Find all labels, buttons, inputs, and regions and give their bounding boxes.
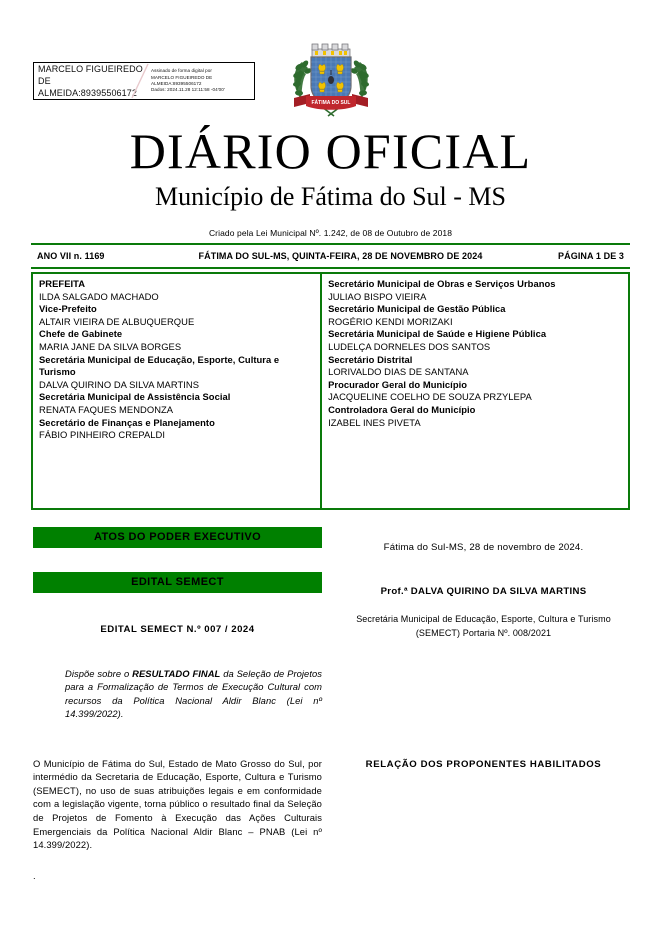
official-person: FÁBIO PINHEIRO CREPALDI <box>39 429 165 441</box>
coat-of-arms-ribbon-text: FÁTIMA DO SUL <box>311 100 351 106</box>
signature-meta-line-2: MARCELO FIGUEIREDO DE <box>151 74 213 80</box>
proponents-list-heading: RELAÇÃO DOS PROPONENTES HABILITADOS <box>365 759 602 771</box>
official-person: ILDA SALGADO MACHADO <box>39 290 159 302</box>
officials-column-left <box>33 274 322 508</box>
signer-role: Secretária Municipal de Educação, Esporte, Cultura e Turismo (SEMECT) Portaria Nº. 008/2021 <box>356 614 611 638</box>
official-role: Secretário de Finanças e Planejamento <box>39 416 215 428</box>
signature-meta-line-1: Assinado de forma digital por <box>151 68 212 74</box>
signer-name: Prof.ª DALVA QUIRINO DA SILVA MARTINS <box>380 586 587 597</box>
signature-meta-line-4: Dados: 2024.11.28 12:11:58 -04'00' <box>151 87 225 93</box>
official-role: Chefe de Gabinete <box>39 328 123 340</box>
edital-ementa <box>65 667 322 721</box>
signature-date-line: Fátima do Sul-MS, 28 de novembro de 2024. <box>383 542 584 553</box>
official-role: Secretária Municipal de Educação, Esporte, Cultura e Turismo <box>39 353 280 378</box>
ementa-suffix: da Seleção de Projetos para a Formalização de Termos de Execução Cultural com recursos da Política Nacional Aldir Blanc (Lei nº 14.399/2022). <box>65 668 322 720</box>
digital-signature-stamp <box>33 62 255 100</box>
creation-law-note: Criado pela Lei Municipal Nº. 1.242, de 08 de Outubro de 2018 <box>208 228 453 238</box>
official-person: RENATA FAQUES MENDONZA <box>39 403 174 415</box>
official-person: JULIAO BISPO VIEIRA <box>328 290 427 302</box>
signature-meta-line-3: ALMEIDA:89395506172 <box>151 81 202 86</box>
official-person: IZABEL INES PIVETA <box>328 416 421 428</box>
section-banner-edital-semect: EDITAL SEMECT <box>33 572 322 593</box>
official-person: MARIA JANE DA SILVA BORGES <box>39 340 182 352</box>
page-subtitle: Município de Fátima do Sul - MS <box>155 182 506 211</box>
edital-body-paragraph: O Município de Fátima do Sul, Estado de Mato Grosso do Sul, por intermédio da Secretaria de Educação, Esporte, Cultura e Turismo (SEMECT), no uso de suas atribuições legais e em conformidade com a legislação vigente, torna público o resultado final da Seleção de Projetos de Fomento à Execução das Ações Culturais Emergenciais da Política Nacional Aldir Blanc – PNAB (Lei nº 14.399/2022). <box>33 757 322 851</box>
edital-number-title: EDITAL SEMECT N.º 007 / 2024 <box>100 624 255 635</box>
official-role: Procurador Geral do Município <box>328 378 468 390</box>
official-person: LORIVALDO DIAS DE SANTANA <box>328 366 469 378</box>
issue-page-number: PÁGINA 1 DE 3 <box>558 251 624 261</box>
official-role: Controladora Geral do Município <box>328 403 476 415</box>
official-person: LUDELÇA DORNELES DOS SANTOS <box>328 340 491 352</box>
official-role: Vice-Prefeito <box>39 303 97 315</box>
official-person: ROGÉRIO KENDI MORIZAKI <box>328 315 453 327</box>
official-role: Secretário Distrital <box>328 353 413 365</box>
official-role: Secretário Municipal de Gestão Pública <box>328 303 506 315</box>
issue-bar <box>31 243 630 269</box>
issue-year-number: ANO VII n. 1169 <box>37 251 105 261</box>
signature-subject-name: MARCELO FIGUEIREDO DE ALMEIDA:89395506172 <box>38 64 143 98</box>
official-person: ALTAIR VIEIRA DE ALBUQUERQUE <box>39 315 195 327</box>
section-banner-executive-acts: ATOS DO PODER EXECUTIVO <box>33 527 322 548</box>
page-title: DIÁRIO OFICIAL <box>129 123 532 179</box>
officials-box <box>31 272 630 510</box>
official-person: DALVA QUIRINO DA SILVA MARTINS <box>39 378 200 390</box>
issue-date: FÁTIMA DO SUL-MS, QUINTA-FEIRA, 28 DE NOVEMBRO DE 2024 <box>198 251 483 261</box>
official-role: Secretária Municipal de Saúde e Higiene Pública <box>328 328 547 340</box>
masthead <box>0 125 661 239</box>
official-person: JACQUELINE COELHO DE SOUZA PRZYLEPA <box>328 391 532 403</box>
ementa-prefix: Dispõe sobre o <box>65 668 133 679</box>
coat-of-arms-icon <box>288 40 374 128</box>
trailing-period: . <box>33 869 36 881</box>
official-role: PREFEITA <box>39 278 86 289</box>
signature-metadata <box>148 68 254 94</box>
content-column-left <box>33 527 322 882</box>
officials-column-right <box>322 274 628 508</box>
content-column-right <box>336 527 631 772</box>
official-role: Secretário Municipal de Obras e Serviços Urbanos <box>328 278 556 289</box>
official-role: Secretária Municipal de Assistência Social <box>39 391 231 403</box>
ementa-emphasis: RESULTADO FINAL <box>132 668 221 679</box>
